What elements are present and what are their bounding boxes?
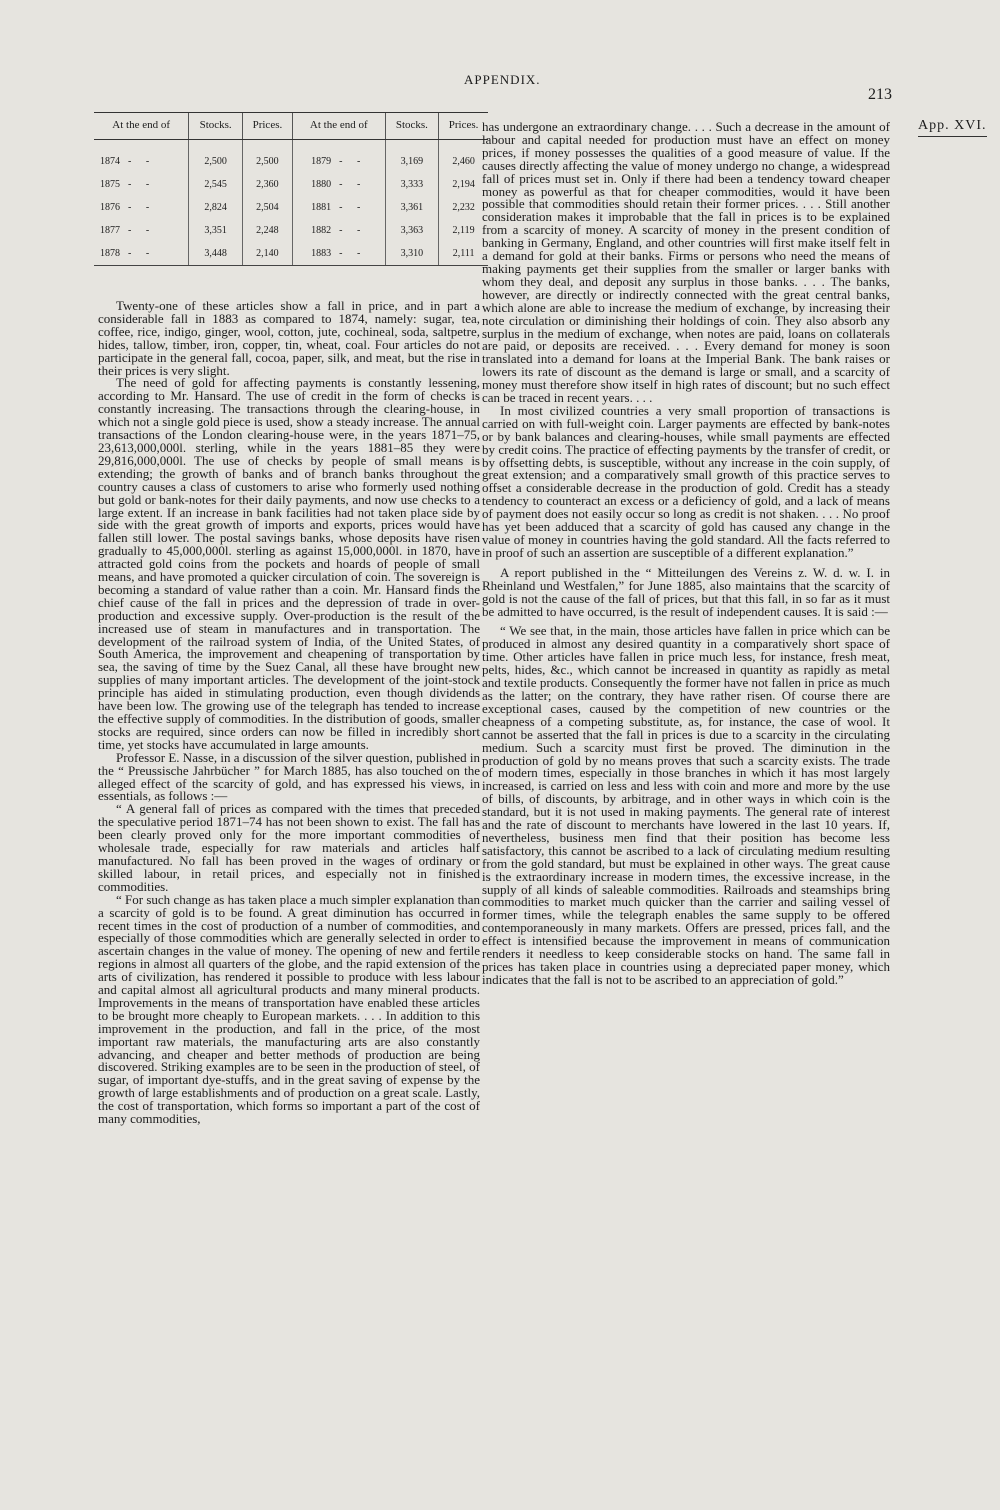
table-cell <box>94 173 189 196</box>
stocks-prices-table <box>94 112 488 266</box>
leader-dots: - - <box>128 202 156 213</box>
table-cell: 3,363 <box>385 219 439 242</box>
paragraph: “ We see that, in the main, those articles have fallen in price which can be produced in almost any desired quantity in a comparatively short space of time. Other articles have fallen in price much less, for instance, fresh meat, pelts, hides, &c., which cannot be increased in quantity as rapidly as metal and textile products. Consequently the former have not fallen in price as much as the latter; on the contrary, they have rather risen. Of course there are exceptional cases, caused by the competition of new countries or the cheapness of a competing substitute, as, for instance, the case of wool. It cannot be asserted that the fall in prices is due to a scarcity in the circulating medium. Such a scarcity must first be proved. The diminution in the production of gold by no means proves that such a scarcity exists. The trade of modern times, especially in those branches in which it has most largely increased, is carried on less and less with coin and more and more by the use of bills, of discounts, by arbitrage, and in other ways in which coin is the standard, but it is not used in making payments. The general rate of interest and the rate of discount to merchants have lowered in the last 10 years. If, nevertheless, business men find that their position has become less satisfactory, this cannot be ascribed to a lack of circulating medium resulting from the gold standard, but must be explained in other ways. The great cause is the extraordinary increase in modern times, the excessive increase, in the supply of all kinds of saleable commodities. Railroads and steamships bring commodities to market much quicker than the carrier and sailing vessel of former times, while the telegraph enables the same supply to be offered contemporaneously in many markets. Offers are pressed, prices fall, and the effect is intensified because the improvement in means of communication renders it needless to keep considerable stocks on hand. The same fall in prices has taken place in countries using a depreciated paper money, which indicates that the fall is not to be ascribed to an appreciation of gold.” <box>482 623 890 987</box>
column-header: Prices. <box>439 113 488 140</box>
year-label: 1878 <box>100 248 120 259</box>
year-label: 1877 <box>100 225 120 236</box>
table-cell: 3,361 <box>385 196 439 219</box>
table-cell: 3,169 <box>385 150 439 173</box>
table-row <box>94 219 488 242</box>
paragraph: Twenty-one of these articles show a fall in price, and in part a considerable fall in 1883 as compared to 1874, namely: sugar, tea, coffee, rice, indigo, ginger, wool, cotton, jute, cochineal, soda, saltpetre, hides, tallow, timber, iron, copper, tin, wheat, coal. Four articles do not participate in the general fall, cocoa, paper, silk, and meat, but the rise in their prices is very slight. <box>98 298 480 378</box>
paragraph: has undergone an extraordinary change. . . . Such a decrease in the amount of labour and capital needed for production must have an effect on money prices, if money possesses the qualities of a good measure of value. If the causes directly affecting the value of money undergo no change, a widespread fall of prices must set in. Only if there had been a tendency toward cheaper money as powerful as that for cheaper commodities, would it have been possible that commodities should retain their former prices. . . . Still another consideration makes it improbable that the fall in prices is to be explained from a scarcity of money. A scarcity of money in the present condition of banking in Germany, England, and other countries will first make itself felt in a demand for gold at their banks. Firms or persons who need the means of making payments get their supplies from the smaller or larger banks with whom they deal, and deposit any surplus in those banks. . . . The banks, however, are directly or indirectly connected with the great central banks, which alone are able to increase the medium of exchange, by increasing their note circulation or diminishing their holdings of coin. They also absorb any surplus in the medium of exchange, when notes are paid, loans on collaterals are paid, or deposits are received. . . . Every demand for money is soon translated into a demand for loans at the Imperial Bank. The bank raises or lowers its rate of discount as the demand is large or small, and a scarcity of money must therefore show itself in high rates of discount; but no such effect can be traced in recent years. . . . <box>482 119 890 406</box>
table-cell: 2,140 <box>242 242 292 266</box>
table-cell: 2,824 <box>189 196 243 219</box>
paragraph: The need of gold for affecting payments is constantly lessening, according to Mr. Hansard. The use of credit in the form of checks is constantly increasing. The transactions through the clearing-house, in which not a single gold piece is used, show a steady increase. The annual transactions of the London clearing-house were, in the years 1871–75, 23,613,000,000l. sterling, while in the years 1881–85 they were 29,816,000,000l. The use of checks by people of small means is extending; the growth of banks and of branch banks throughout the country causes a class of customers to arise who formerly used nothing but gold or bank-notes for their daily payments, and now use checks to a large extent. If an increase in bank facilities had not taken place side by side with the great growth of imports and exports, prices would have fallen still lower. The postal savings banks, whose deposits have risen gradually to 45,000,000l. sterling as against 15,000,000l. in 1870, have attracted gold coins from the pockets and hoards of people of small means, and have promoted a quicker circulation of coin. The sovereign is becoming a standard of value rather than a coin. Mr. Hansard finds the chief cause of the fall in prices and the depression of trade in over-production and excessive supply. Over-production is the result of the increased use of steam in manufactures and in transportation. The development of the railroad system of India, of the United States, of South America, the improvement and cheapening of transportation by sea, the saving of time by the Suez Canal, all these have brought new supplies of many important articles. The development of the joint-stock principle has aided in stimulating production, even though dividends have been low. The growing use of the telegraph has tended to increase the effective supply of commodities. In the distribution of goods, smaller stocks are required, since orders can now be filled in incredibly short time, yet stocks have accumulated in large amounts. <box>98 375 480 752</box>
table-row <box>94 150 488 173</box>
paragraph: In most civilized countries a very small proportion of transactions is carried on with full-weight coin. Larger payments are effected by bank-notes or by bank balances and clearing-houses, while small payments are effected by credit coins. The practice of effecting payments by the transfer of credit, or by offsetting debts, is susceptible, without any increase in the coin supply, of great extension; and a comparatively small growth of this practice serves to offset a considerable decrease in the production of gold. Credit has a steady tendency to counteract an excess or a deficiency of gold, and a lack of means of payment does not easily occur so long as credit is not shaken. . . . No proof has yet been adduced that a scarcity of gold has caused any change in the value of money in countries having the gold standard. All the facts referred to in proof of such an assertion are susceptible of a different explanation.” <box>482 402 890 560</box>
paragraph: “ For such change as has taken place a much simpler explanation than a scarcity of gold is to be found. A great diminution has occurred in recent times in the cost of production of a number of commodities, and especially of those commodities which are generally selected in order to ascertain changes in the value of money. The opening of new and fertile regions in almost all quarters of the globe, and the rapid extension of the arts of civilization, has rendered it possible to produce with less labour and capital almost all agricultural products and many mineral products. Improvements in the means of transportation have enabled these articles to be brought more cheaply to European markets. . . . In addition to this improvement in the production, and fall in the price, of the most important raw materials, the manufacturing arts are also constantly advancing, and cheaper and better methods of production are being discovered. Striking examples are to be seen in the production of steel, of sugar, of important dye-stuffs, and in the great saving of expense by the growth of large establishments and of production on a great scale. Lastly, the cost of transportation, which forms so important a part of the cost of many commodities, <box>98 891 480 1127</box>
leader-dots: - - <box>128 156 156 167</box>
margin-note: App. XVI. <box>918 118 987 137</box>
table-cell: 3,310 <box>385 242 439 266</box>
year-label: 1883 <box>311 248 332 259</box>
table-cell <box>94 219 189 242</box>
leader-dots: - - <box>339 202 367 213</box>
table-cell: 2,360 <box>242 173 292 196</box>
column-header: Prices. <box>242 113 292 140</box>
table-cell <box>94 150 189 173</box>
paragraph: “ A general fall of prices as compared with the times that preceded the speculative period 1871–74 has not been shown to exist. The fall has been clearly proved only for the more important commodities of wholesale trade, especially for raw materials and articles half manufactured. No fall has been proved in the wages of ordinary or skilled labour, in retail prices, and especially not in finished commodities. <box>98 801 480 894</box>
table-cell: 2,248 <box>242 219 292 242</box>
column-header: At the end of <box>292 113 385 140</box>
table-cell: 2,460 <box>439 150 488 173</box>
year-label: 1881 <box>311 202 332 213</box>
table-header-row <box>94 113 488 140</box>
paragraph: Professor E. Nasse, in a discussion of the silver question, published in the “ Preussische Jahrbücher ” for March 1885, has also touched on the alleged effect of the scarcity of gold, and has expressed his views, in essentials, as follows :— <box>98 749 480 804</box>
table-cell: 2,194 <box>439 173 488 196</box>
right-column <box>482 121 890 987</box>
running-title: APPENDIX. <box>464 72 541 87</box>
table-cell <box>292 196 385 219</box>
table-cell: 2,500 <box>242 150 292 173</box>
table-cell: 2,111 <box>439 242 488 266</box>
year-label: 1879 <box>311 156 332 167</box>
table-cell: 3,351 <box>189 219 243 242</box>
table-row <box>94 196 488 219</box>
column-header: At the end of <box>94 113 189 140</box>
table-cell <box>292 219 385 242</box>
leader-dots: - - <box>339 248 367 259</box>
leader-dots: - - <box>339 225 367 236</box>
table-row <box>94 173 488 196</box>
table-row <box>94 242 488 266</box>
table-cell: 2,504 <box>242 196 292 219</box>
table-cell: 3,448 <box>189 242 243 266</box>
table-cell: 2,232 <box>439 196 488 219</box>
column-header: Stocks. <box>385 113 439 140</box>
year-label: 1882 <box>311 225 332 236</box>
leader-dots: - - <box>339 156 367 167</box>
year-label: 1874 <box>100 156 120 167</box>
table-cell: 2,119 <box>439 219 488 242</box>
year-label: 1876 <box>100 202 120 213</box>
leader-dots: - - <box>339 179 367 190</box>
leader-dots: - - <box>128 248 156 259</box>
leader-dots: - - <box>128 179 156 190</box>
table-cell <box>292 173 385 196</box>
table-cell <box>292 242 385 266</box>
column-header: Stocks. <box>189 113 243 140</box>
table-cell: 2,500 <box>189 150 243 173</box>
year-label: 1880 <box>311 179 332 190</box>
year-label: 1875 <box>100 179 120 190</box>
page-number: 213 <box>868 86 892 103</box>
table-cell: 2,545 <box>189 173 243 196</box>
table-cell: 3,333 <box>385 173 439 196</box>
leader-dots: - - <box>128 225 156 236</box>
table-cell <box>94 196 189 219</box>
paragraph: A report published in the “ Mitteilungen des Vereins z. W. d. w. I. in Rheinland und Westfalen,” for June 1885, also maintains that the scarcity of gold is not the cause of the fall of prices, but that this fall, in so far as it must be admitted to have occurred, is the result of independent causes. It is said :— <box>482 564 890 619</box>
table-cell <box>292 150 385 173</box>
table-cell <box>94 242 189 266</box>
left-column <box>98 300 480 1126</box>
